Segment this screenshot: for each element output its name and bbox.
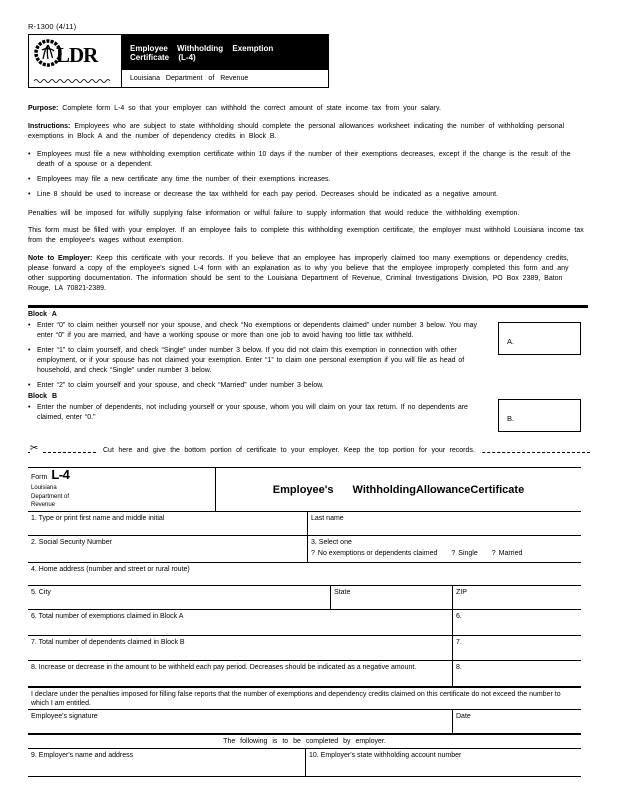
employer-section-banner: The following is to be completed by employer.: [28, 735, 581, 749]
zip-label: ZIP: [456, 589, 467, 596]
option-no-exemptions[interactable]: [311, 549, 437, 558]
worksheet-text: [28, 311, 493, 423]
checkbox-icon[interactable]: ?: [311, 550, 315, 557]
home-address-field[interactable]: [28, 563, 581, 585]
note-text: Keep this certificate with your records. If you believe that an employee has improperly claimed too many exemptions or dependency credits, please forward a copy of the employee's signed L-4 form with an explanation as to why you believe that the employee improperly completed this form and any other supporting documentation. The information should be sent to the Louisiana Department of Revenue, Criminal Investigations Division, PO Box 2389, Baton Rouge, LA 70821-2389.: [28, 255, 569, 292]
cut-instruction: Cut here and give the bottom portion of certificate to your employer. Keep the top portion for your records.: [98, 447, 480, 454]
option-single[interactable]: [451, 549, 477, 558]
date-label: Date: [456, 713, 471, 720]
declaration-text: I declare under the penalties imposed for filling false reports that the number of exemptions and dependency credits claimed on this certificate do not exceed the number to which I am entitled.: [31, 691, 561, 707]
line-number: 8.: [456, 664, 462, 671]
certificate-title: Employee's WithholdingAllowanceCertificate: [215, 468, 581, 511]
block-b-bullet: [28, 403, 493, 423]
employer-account-field[interactable]: [305, 749, 581, 776]
instruction-bullet-2: [28, 175, 588, 185]
bullet-icon: •: [28, 404, 31, 411]
last-name-label: Last name: [311, 515, 344, 522]
withholding-adjust-label-cell: [28, 661, 452, 686]
form-code: L-4: [51, 467, 70, 482]
ssn-select-row: [28, 536, 581, 563]
checkbox-icon[interactable]: ?: [491, 550, 496, 557]
dependents-row: [28, 636, 581, 661]
purpose-label: Purpose:: [28, 105, 59, 112]
agency-name: [31, 484, 212, 510]
scissors-icon: ✂: [30, 443, 41, 454]
signature-field[interactable]: [28, 710, 452, 733]
ssn-label: 2. Social Security Number: [31, 539, 112, 546]
line-number: 7.: [456, 639, 462, 646]
name-row: [28, 512, 581, 536]
ldr-logo: [29, 35, 122, 87]
bullet-text: Employees must file a new withholding exemption certificate within 10 days if the number of their exemptions decreases, except if the change is the result of the death of a spouse or a dependent.: [37, 151, 571, 168]
checkbox-icon[interactable]: ?: [451, 550, 456, 557]
agency-line: Revenue: [31, 502, 56, 508]
penalties-paragraph: Penalties will be imposed for wilfully supplying false information or wilful failure to supply information that would reduce the withholding exemption.: [28, 210, 520, 217]
exemptions-entry-field[interactable]: [452, 610, 581, 635]
signature-row: [28, 710, 581, 735]
instruction-bullet-3: [28, 190, 588, 200]
bullet-icon: •: [28, 191, 31, 198]
logo-tagline-script: [33, 71, 119, 89]
first-name-label: 1. Type or print first name and middle initial: [31, 515, 165, 522]
state-label: State: [334, 589, 351, 596]
withholding-adjust-row: [28, 661, 581, 688]
certificate-table: [28, 467, 581, 777]
instructions-label: Instructions:: [28, 123, 71, 130]
certificate-header-row: [28, 468, 581, 512]
block-a-box-label: A.: [507, 337, 515, 346]
bullet-text: Enter “1” to claim yourself, and check “Single” under number 3 below. If you did not claim this exemption in connection with other employment, or if your spouse has not claimed your exemption. Enter “1” to claim one personal exemption if you will file as head of household, and check “Single” under number 3 below.: [37, 347, 465, 374]
bullet-icon: •: [28, 151, 31, 158]
declaration-row: [28, 688, 581, 710]
instructions-paragraph: [28, 122, 588, 142]
cut-line: [28, 444, 588, 461]
worksheet-blocks: [28, 311, 588, 439]
filing-paragraph: This form must be filled with your employer. If an employee fails to complete this withholding exemption certificate, the employer must withhold Louisiana income tax from the employee's wages without exemption.: [28, 227, 584, 244]
block-a-bullet-3: [28, 381, 493, 391]
agency-line: Louisiana: [31, 485, 57, 491]
block-a-entry-box[interactable]: [498, 322, 581, 355]
bullet-icon: •: [28, 322, 31, 329]
city-field[interactable]: [28, 586, 330, 609]
form-subtitle: Louisiana Department of Revenue: [130, 75, 249, 82]
header-titles: [122, 35, 328, 87]
state-field[interactable]: [330, 586, 452, 609]
employer-name-field[interactable]: [28, 749, 305, 776]
dependents-entry-field[interactable]: [452, 636, 581, 660]
block-a-bullet-1: [28, 321, 493, 341]
select-one-label: 3. Select one: [311, 539, 352, 546]
home-address-row: [28, 563, 581, 586]
block-b-entry-box[interactable]: [498, 399, 581, 432]
block-a-bullet-2: [28, 346, 493, 376]
dependents-label-cell: [28, 636, 452, 660]
block-b-label: Block B: [28, 393, 58, 400]
ldr-logo-text: LDR: [56, 43, 98, 67]
bullet-text: Employees may file a new certificate any time the number of their exemptions increases.: [37, 176, 331, 183]
exemptions-row: [28, 610, 581, 636]
home-address-label: 4. Home address (number and street or rural route): [31, 566, 190, 573]
select-one-field: [307, 536, 581, 562]
zip-field[interactable]: [452, 586, 581, 609]
exemptions-label-cell: [28, 610, 452, 635]
form-header: [28, 34, 329, 88]
line-number: 6.: [456, 613, 462, 620]
date-field[interactable]: [452, 710, 581, 733]
purpose-paragraph: [28, 104, 588, 114]
bullet-text: Line 8 should be used to increase or decrease the tax withheld for each pay period. Decreases should be indicated as a negative amount.: [37, 191, 498, 198]
form-number: R-1300 (4/11): [28, 22, 77, 31]
employer-name-label: 9. Employer's name and address: [31, 752, 134, 759]
bullet-icon: •: [28, 382, 31, 389]
option-label: Single: [458, 550, 478, 557]
employer-row: [28, 749, 581, 777]
instruction-bullet-1: [28, 150, 588, 170]
purpose-text: Complete form L-4 so that your employer can withhold the correct amount of state income tax from your salary.: [62, 105, 441, 112]
option-married[interactable]: [492, 549, 523, 558]
certificate-form-id: [28, 468, 215, 511]
withholding-adjust-entry-field[interactable]: [452, 661, 581, 686]
bullet-text: Enter “0” to claim neither yourself nor your spouse, and check “No exemptions or dependents claimed” under number 3 below. You may enter “0” if you are married, and have a working spouse or more than one job to avoid having too little tax withheld.: [37, 322, 478, 339]
section-divider: [28, 305, 588, 308]
note-to-employer-paragraph: [28, 254, 588, 294]
agency-line: Department of: [31, 493, 70, 500]
city-state-zip-row: [28, 586, 581, 610]
instructions-text: Employees who are subject to state withholding should complete the personal allowances worksheet indicating the number of withholding personal exemptions in Block A and the number of dependency credits in Block B.: [28, 123, 565, 140]
ssn-field[interactable]: [28, 536, 307, 562]
employer-account-label: 10. Employer's state withholding account number: [309, 752, 462, 759]
bullet-text: Enter the number of dependents, not including yourself or your spouse, whom you will claim on your tax return. If no dependents are claimed, enter “0.”: [37, 404, 468, 421]
form-word: Form: [31, 474, 48, 481]
bullet-icon: •: [28, 176, 31, 183]
first-name-field[interactable]: [28, 512, 307, 535]
bullet-text: Enter “2” to claim yourself and your spouse, and check “Married” under number 3 below.: [37, 382, 324, 389]
city-label: 5. City: [31, 589, 51, 596]
block-b-box-label: B.: [507, 414, 515, 423]
note-label: Note to Employer:: [28, 255, 93, 262]
form-title: Employee Withholding Exemption Certificate (L-4): [122, 35, 328, 70]
last-name-field[interactable]: [307, 512, 581, 535]
dependents-label: 7. Total number of dependents claimed in Block B: [31, 639, 185, 646]
option-label: No exemptions or dependents claimed: [317, 550, 438, 557]
signature-label: Employee's signature: [31, 713, 98, 720]
bullet-icon: •: [28, 347, 31, 354]
option-label: Married: [498, 550, 523, 557]
exemptions-label: 6. Total number of exemptions claimed in Block A: [31, 613, 184, 620]
withholding-adjust-label: 8. Increase or decrease in the amount to be withheld each pay period. Decreases should be indicated as a negative amount.: [31, 664, 417, 671]
block-a-label: Block A: [28, 311, 57, 318]
